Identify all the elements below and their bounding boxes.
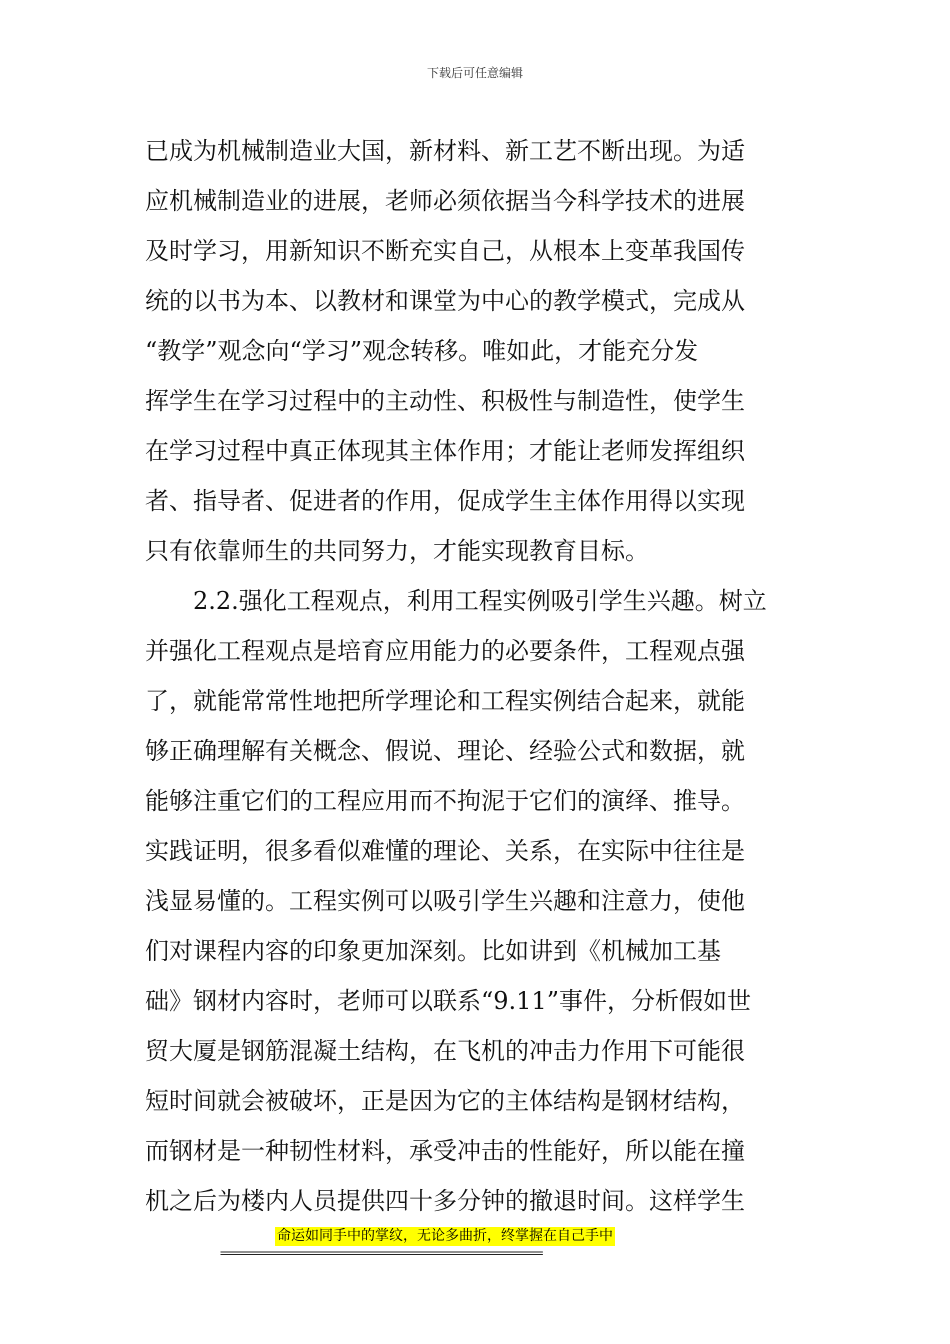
body-line: 已成为机械制造业大国，新材料、新工艺不断出现。为适	[145, 137, 745, 165]
body-line: 够正确理解有关概念、假说、理论、经验公式和数据，就	[145, 737, 745, 765]
body-line: 只有依靠师生的共同努力，才能实现教育目标。	[145, 537, 649, 565]
body-line: 了，就能常常性地把所学理论和工程实例结合起来，就能	[145, 687, 745, 715]
body-line: 统的以书为本、以教材和课堂为中心的教学模式，完成从	[145, 287, 745, 315]
body-line: 者、指导者、促进者的作用，促成学生主体作用得以实现	[145, 487, 745, 515]
page-header-note: 下载后可任意编辑	[426, 66, 523, 80]
footer-motto: 命运如同手中的掌纹，无论多曲折，终掌握在自己手中	[277, 1228, 613, 1244]
body-line: 们对课程内容的印象更加深刻。比如讲到《机械加工基	[145, 937, 721, 965]
section-heading-line: 2.2.强化工程观点，利用工程实例吸引学生兴趣。树立	[193, 587, 767, 615]
body-line: 能够注重它们的工程应用而不拘泥于它们的演绎、推导。	[145, 787, 745, 815]
body-line: 实践证明，很多看似难懂的理论、关系，在实际中往往是	[145, 837, 745, 865]
body-line: 并强化工程观点是培育应用能力的必要条件，工程观点强	[145, 637, 745, 665]
body-line: 应机械制造业的进展，老师必须依据当今科学技术的进展	[145, 187, 745, 215]
document-body	[145, 126, 807, 1226]
body-line: 短时间就会被破坏，正是因为它的主体结构是钢材结构，	[145, 1087, 745, 1115]
body-line: 在学习过程中真正体现其主体作用；才能让老师发挥组织	[145, 437, 745, 465]
body-line: 础》钢材内容时，老师可以联系“9.11”事件，分析假如世	[145, 987, 751, 1015]
body-line: 机之后为楼内人员提供四十多分钟的撤退时间。这样学生	[145, 1187, 745, 1215]
body-line: 贸大厦是钢筋混凝土结构，在飞机的冲击力作用下可能很	[145, 1037, 745, 1065]
footer-divider: ===========================================================	[220, 1246, 543, 1260]
body-line: 而钢材是一种韧性材料，承受冲击的性能好，所以能在撞	[145, 1137, 745, 1165]
body-line: “教学”观念向“学习”观念转移。唯如此，才能充分发	[145, 337, 699, 365]
body-line: 浅显易懂的。工程实例可以吸引学生兴趣和注意力，使他	[145, 887, 745, 915]
body-line: 挥学生在学习过程中的主动性、积极性与制造性，使学生	[145, 387, 745, 415]
body-line: 及时学习，用新知识不断充实自己，从根本上变革我国传	[145, 237, 745, 265]
